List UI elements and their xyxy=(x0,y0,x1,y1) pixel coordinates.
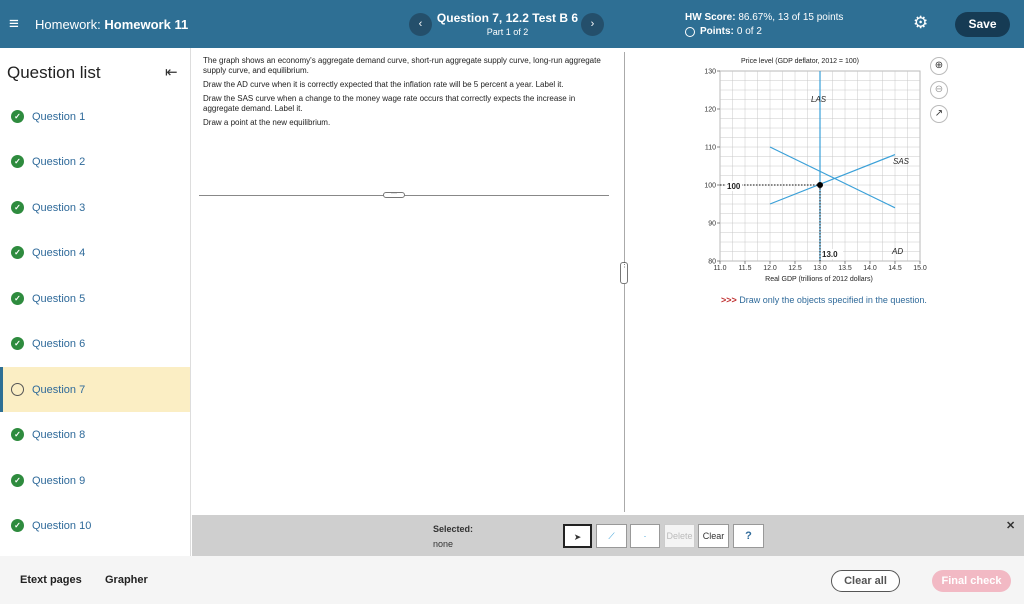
footer xyxy=(0,556,1024,604)
drawing-tool-tray xyxy=(192,515,1024,556)
top-bar xyxy=(0,0,1024,48)
question-item-label: Question 1 xyxy=(32,110,86,123)
check-icon: ✓ xyxy=(11,519,24,532)
hw-score-value: 86.67%, 13 of 15 points xyxy=(738,12,844,23)
check-icon: ✓ xyxy=(11,155,24,168)
question-item-label: Question 9 xyxy=(32,474,86,487)
check-icon: ✓ xyxy=(11,428,24,441)
question-item-label: Question 6 xyxy=(32,337,86,350)
ad-as-graph[interactable] xyxy=(700,52,940,292)
final-check-button[interactable]: Final check xyxy=(932,570,1011,592)
clear-all-button[interactable]: Clear all xyxy=(831,570,900,592)
selected-label: Selected: xyxy=(433,524,474,534)
question-item-label: Question 2 xyxy=(32,155,86,168)
question-paragraph: Draw the SAS curve when a change to the money wage rate occurs that correctly expects the increase in aggregate demand. Label it. xyxy=(203,94,576,113)
line-tool-button[interactable] xyxy=(596,524,627,548)
question-paragraph: Draw the AD curve when it is correctly expected that the inflation rate will be 5 percent a year. Label it. xyxy=(203,80,564,89)
x-axis-label: Real GDP (trillions of 2012 dollars) xyxy=(765,276,873,283)
point-tool-button[interactable] xyxy=(630,524,660,548)
x-tick-label: 13.0 xyxy=(813,265,827,272)
x-tick-label: 13.5 xyxy=(838,265,852,272)
x-tick-label: 15.0 xyxy=(913,265,927,272)
check-icon: ✓ xyxy=(11,474,24,487)
question-item-4[interactable] xyxy=(0,230,190,275)
selected-value: none xyxy=(433,539,454,549)
points-value: 0 of 2 xyxy=(736,26,762,37)
eq-gdp-label: 13.0 xyxy=(822,250,838,259)
hw-score-label: HW Score: xyxy=(685,12,736,23)
delete-button[interactable]: Delete xyxy=(664,524,695,548)
points-label: Points: xyxy=(700,26,734,37)
instruction-text: Draw only the objects specified in the question. xyxy=(739,295,927,305)
gear-icon[interactable]: ⚙ xyxy=(913,13,929,32)
x-tick-label: 12.5 xyxy=(788,265,802,272)
y-tick-label: 90 xyxy=(708,220,716,228)
x-tick-label: 14.0 xyxy=(863,265,877,272)
previous-question-button[interactable]: ‹ xyxy=(409,13,432,36)
question-item-label: Question 10 xyxy=(32,519,92,532)
collapse-left-icon[interactable]: ⇤ xyxy=(165,64,178,81)
question-text xyxy=(203,56,603,132)
question-item-label: Question 7 xyxy=(32,383,86,396)
assignment-title xyxy=(35,17,188,32)
save-button[interactable]: Save xyxy=(955,12,1010,37)
zoom-out-icon[interactable]: ⊖ xyxy=(930,81,948,99)
ad-label: AD xyxy=(892,247,904,256)
question-item-10[interactable] xyxy=(0,503,190,548)
question-item-label: Question 3 xyxy=(32,201,86,214)
check-icon: ✓ xyxy=(11,292,24,305)
y-tick-label: 100 xyxy=(704,182,716,190)
x-tick-label: 11.5 xyxy=(738,265,752,272)
question-list-sidebar xyxy=(0,48,191,556)
zoom-in-icon[interactable]: ⊕ xyxy=(930,57,948,75)
question-item-2[interactable] xyxy=(0,139,190,184)
question-item-7[interactable] xyxy=(0,367,190,412)
question-item-label: Question 8 xyxy=(32,428,86,441)
point-tool-icon: · xyxy=(643,531,647,541)
las-label: LAS xyxy=(811,95,827,104)
question-item-label: Question 5 xyxy=(32,292,86,305)
question-item-1[interactable] xyxy=(0,94,190,139)
hw-score xyxy=(685,12,843,23)
hamburger-icon[interactable]: ≡ xyxy=(9,14,19,33)
etext-pages-link[interactable]: Etext pages xyxy=(20,574,82,586)
question-part: Part 1 of 2 xyxy=(486,27,529,37)
close-icon[interactable]: ✕ xyxy=(1006,520,1016,532)
vertical-resize-handle[interactable]: ⋮ xyxy=(620,262,628,284)
sas-label: SAS xyxy=(893,157,910,166)
line-tool-icon: ⟋ xyxy=(608,531,615,541)
help-button[interactable]: ? xyxy=(733,524,764,548)
question-paragraph: Draw a point at the new equilibrium. xyxy=(203,118,331,127)
grapher-link[interactable]: Grapher xyxy=(105,574,148,586)
question-paragraph: The graph shows an economy's aggregate demand curve, short-run aggregate supply curve, long-run aggregate supply curve, and equilibrium. xyxy=(203,56,601,75)
pointer-icon: ➤ xyxy=(573,532,582,542)
question-item-8[interactable] xyxy=(0,412,190,457)
y-axis-label: Price level (GDP deflator, 2012 = 100) xyxy=(741,58,859,65)
points xyxy=(685,26,762,37)
check-icon: ✓ xyxy=(11,246,24,259)
assignment-prefix: Homework: xyxy=(35,17,101,32)
eq-price-label: 100 xyxy=(727,182,741,191)
question-item-3[interactable] xyxy=(0,185,190,230)
incomplete-circle-icon xyxy=(685,27,695,37)
x-tick-label: 11.0 xyxy=(713,265,727,272)
check-icon: ✓ xyxy=(11,337,24,350)
question-item-9[interactable] xyxy=(0,458,190,503)
assignment-name: Homework 11 xyxy=(104,17,189,32)
question-title: Question 7, 12.2 Test B 6 xyxy=(436,11,579,25)
y-tick-label: 130 xyxy=(704,68,716,76)
next-question-button[interactable]: › xyxy=(581,13,604,36)
x-tick-label: 12.0 xyxy=(763,265,777,272)
check-icon: ✓ xyxy=(11,110,24,123)
question-list-title: Question list xyxy=(7,63,101,82)
y-tick-label: 110 xyxy=(704,144,716,152)
check-icon: ✓ xyxy=(11,201,24,214)
question-item-6[interactable] xyxy=(0,321,190,366)
question-item-label: Question 4 xyxy=(32,246,86,259)
question-item-5[interactable] xyxy=(0,276,190,321)
y-tick-label: 120 xyxy=(704,106,716,114)
open-circle-icon xyxy=(11,383,24,396)
pointer-tool-button[interactable] xyxy=(563,524,592,548)
equilibrium-point xyxy=(817,182,823,188)
y-tick-label: 80 xyxy=(708,258,716,266)
clear-button[interactable]: Clear xyxy=(698,524,729,548)
external-link-icon[interactable]: ↗ xyxy=(930,105,948,123)
instruction xyxy=(721,295,927,305)
x-tick-label: 14.5 xyxy=(888,265,902,272)
instruction-arrows: >>> xyxy=(721,295,737,305)
horizontal-resize-handle[interactable]: ··· xyxy=(383,192,405,198)
